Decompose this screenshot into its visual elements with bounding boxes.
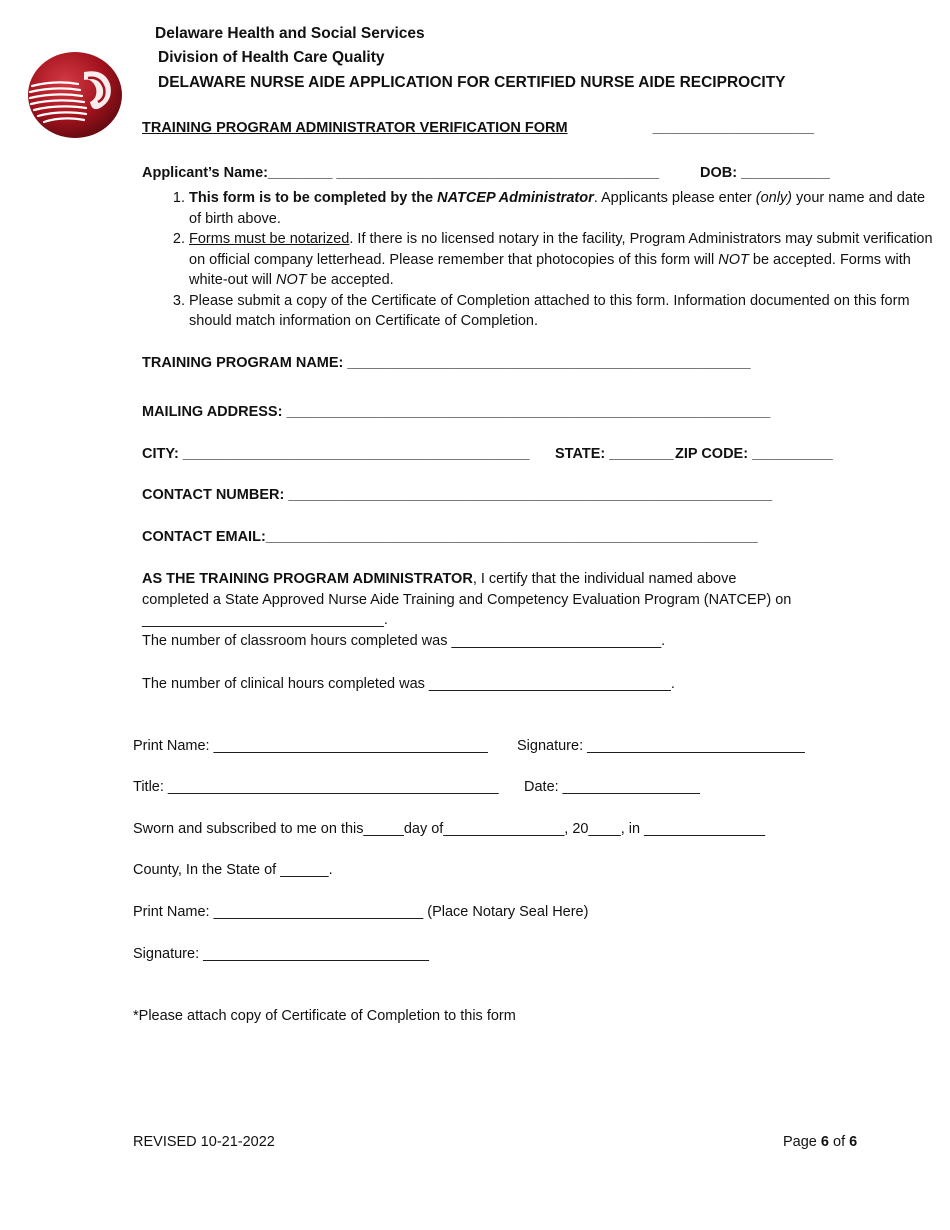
revised-date: REVISED 10-21-2022: [133, 1134, 275, 1150]
training-program-name-field[interactable]: TRAINING PROGRAM NAME: __________________________________________________: [142, 355, 751, 371]
instruction-item-1: 1. This form is to be completed by the NATCEP Administrator. Applicants please enter (only) your name and date of birth above.: [189, 188, 934, 229]
division-name: Division of Health Care Quality: [158, 49, 385, 66]
completion-date-field[interactable]: ______________________________.: [142, 612, 388, 628]
dhss-logo: [26, 50, 124, 140]
certification-line-2: completed a State Approved Nurse Aide Training and Competency Evaluation Program (NATCEP) on: [142, 592, 792, 608]
certification-statement: AS THE TRAINING PROGRAM ADMINISTRATOR, I certify that the individual named above: [142, 571, 737, 587]
clinical-hours-field[interactable]: The number of clinical hours completed was ______________________________.: [142, 676, 675, 692]
page-number: Page 6 of 6: [783, 1134, 858, 1150]
form-title: [142, 119, 814, 138]
zip-code-field[interactable]: ZIP CODE: __________: [675, 446, 833, 462]
print-name-field[interactable]: Print Name: __________________________________: [133, 738, 488, 754]
dob-field[interactable]: DOB: ___________: [700, 165, 830, 181]
signature-field[interactable]: Signature: ___________________________: [517, 738, 805, 754]
applicant-name-field[interactable]: Applicant’s Name:________ ________________________________________: [142, 165, 660, 181]
county-state-field[interactable]: County, In the State of ______.: [133, 862, 333, 878]
classroom-hours-field[interactable]: The number of classroom hours completed was __________________________.: [142, 633, 666, 649]
notary-signature-field[interactable]: Signature: ____________________________: [133, 946, 429, 962]
form-title-line: ____________________: [652, 120, 814, 136]
instruction-item-3: 3. Please submit a copy of the Certificate of Completion attached to this form. Information documented on this form should match information on Certificate of Completion.: [189, 291, 934, 332]
form-title-text: TRAINING PROGRAM ADMINISTRATOR VERIFICATION FORM: [142, 120, 568, 136]
attach-certificate-note: *Please attach copy of Certificate of Completion to this form: [133, 1008, 516, 1024]
org-name: Delaware Health and Social Services: [155, 25, 425, 42]
title-field[interactable]: Title: _________________________________________: [133, 779, 499, 795]
contact-number-field[interactable]: CONTACT NUMBER: ____________________________________________________________: [142, 487, 773, 503]
application-title: DELAWARE NURSE AIDE APPLICATION FOR CERTIFIED NURSE AIDE RECIPROCITY: [158, 74, 786, 91]
contact-email-field[interactable]: CONTACT EMAIL:_____________________________________________________________: [142, 529, 758, 545]
notary-print-name-field[interactable]: Print Name: __________________________ (Place Notary Seal Here): [133, 904, 589, 920]
state-field[interactable]: STATE: ________: [555, 446, 674, 462]
mailing-address-field[interactable]: MAILING ADDRESS: ____________________________________________________________: [142, 404, 771, 420]
city-field[interactable]: CITY: ___________________________________________: [142, 446, 530, 462]
instruction-item-2: 2. Forms must be notarized. If there is no licensed notary in the facility, Program Administrators may submit verification on official company letterhead. Please remember that photocopies of this form will NOT be accepted. Forms with white-out will NOT be accepted.: [189, 229, 934, 291]
sworn-subscribed-field[interactable]: Sworn and subscribed to me on this_____day of_______________, 20____, in _______________: [133, 821, 766, 837]
date-field[interactable]: Date: _________________: [524, 779, 700, 795]
instructions-list: [142, 188, 934, 332]
